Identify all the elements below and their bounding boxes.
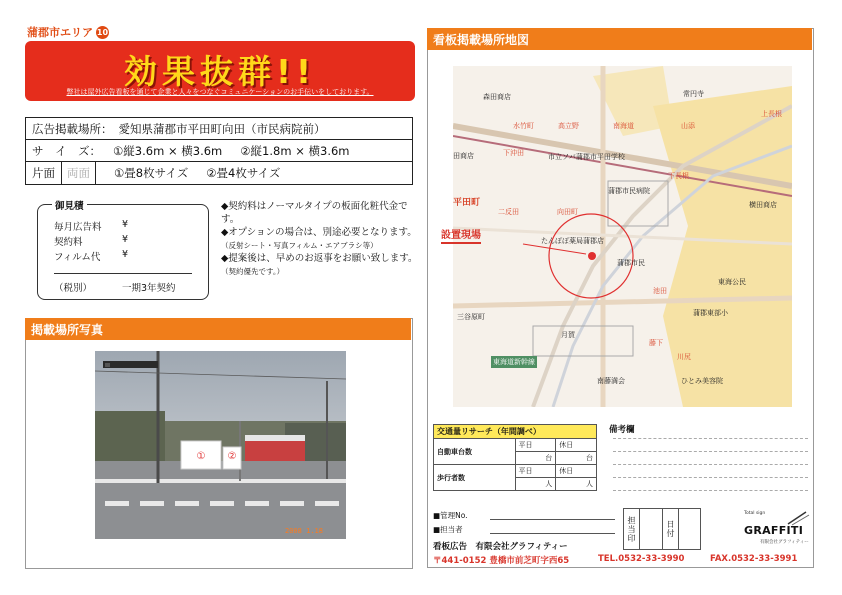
company-fax: FAX.0532-33-3991 bbox=[710, 554, 798, 564]
traffic-cars-holiday: 休日 bbox=[556, 439, 597, 452]
spec-size-row bbox=[26, 140, 412, 162]
remarks-title: 備考欄 bbox=[609, 425, 635, 435]
area-label bbox=[27, 24, 109, 40]
headline-banner bbox=[25, 41, 415, 101]
traffic-walkers-unit-1: 人 bbox=[515, 478, 556, 491]
mgmt-no-label: ■管理No. bbox=[433, 511, 468, 520]
remarks-line-4 bbox=[613, 477, 808, 478]
map-label-20: 蒲郡東部小 bbox=[693, 309, 728, 317]
site-photo bbox=[95, 351, 346, 539]
map-label-12: 蒲郡市民病院 bbox=[608, 187, 650, 195]
size-1: ①縦3.6m × 横3.6m bbox=[113, 143, 223, 158]
estimate-divider bbox=[54, 273, 192, 274]
estimate-yen-film: ¥ bbox=[122, 249, 129, 260]
map-label-4: 南海道 bbox=[613, 122, 634, 130]
area-number-badge: 10 bbox=[96, 27, 109, 37]
tatami-1: ①畳8枚サイズ bbox=[114, 166, 189, 180]
remarks-line-2 bbox=[613, 451, 808, 452]
map-label-11: 下長根 bbox=[668, 172, 689, 180]
estimate-label-contract: 契約料 bbox=[54, 237, 83, 248]
traffic-row-cars bbox=[434, 439, 597, 452]
traffic-title: 交通量リサーチ（年間調べ） bbox=[434, 425, 597, 439]
stamp-space-date bbox=[679, 509, 700, 549]
company-name: 看板広告 有限会社グラフィティー bbox=[433, 542, 568, 552]
map-label-25: 三谷原町 bbox=[457, 313, 485, 321]
spec-location-row bbox=[26, 118, 412, 140]
company-address: 〒441-0152 豊橋市前芝町字西65 bbox=[433, 556, 570, 566]
site-photo-illustration bbox=[95, 351, 346, 539]
photo-section-header bbox=[25, 318, 411, 340]
spec-side-row bbox=[26, 162, 412, 184]
logo-mark-icon bbox=[786, 510, 810, 526]
map-label-21: 池田 bbox=[653, 287, 667, 295]
traffic-label-cars: 自動車台数 bbox=[434, 439, 516, 465]
tagline: 弊社は屋外広告看板を通じて企業と人々をつなぐコミュニケーションのお手伝いをしております。 bbox=[66, 88, 374, 96]
stamp-label-rep: 担当印 bbox=[624, 509, 640, 549]
location-map bbox=[453, 66, 792, 407]
traffic-table bbox=[433, 424, 597, 491]
traffic-walkers-unit-2: 人 bbox=[556, 478, 597, 491]
estimate-term: 一期3年契約 bbox=[122, 283, 176, 294]
map-label-7: 上長根 bbox=[761, 110, 782, 118]
map-label-9: 下沖田 bbox=[503, 149, 524, 157]
map-label-8: 田商店 bbox=[453, 152, 474, 160]
site-label: 設置現場 bbox=[441, 226, 481, 244]
remarks-line-5 bbox=[613, 490, 808, 491]
logo: GRAFFITI bbox=[744, 524, 804, 537]
size-2: ②縦1.8m × 横3.6m bbox=[240, 143, 350, 158]
map-label-5: 山添 bbox=[681, 122, 695, 130]
map-label-6: 常円寺 bbox=[683, 90, 704, 98]
map-label-2: 水竹町 bbox=[513, 122, 534, 130]
map-label-23: ひとみ美容院 bbox=[681, 377, 723, 385]
estimate-label-film: フィルム代 bbox=[54, 252, 101, 263]
photo-marker-2: ② bbox=[227, 451, 237, 462]
traffic-row-walkers bbox=[434, 465, 597, 478]
note-1: ◆契約料はノーマルタイプの板面化粧代金です。 bbox=[221, 201, 408, 225]
map-label-3: 高立野 bbox=[558, 122, 579, 130]
estimate-title: 御見積 bbox=[52, 198, 87, 212]
map-label-27: 藤下 bbox=[649, 339, 663, 347]
logo-sub-text: 有限会社グラフィティー bbox=[760, 540, 809, 545]
estimate-yen-contract: ¥ bbox=[122, 234, 129, 245]
traffic-cars-unit-1: 台 bbox=[515, 452, 556, 465]
map-label-28: 東海道新幹線 bbox=[493, 358, 535, 366]
area-name: 蒲郡市エリア bbox=[27, 26, 93, 39]
estimate-tax: （税別） bbox=[54, 283, 93, 294]
map-label-10: 市立ソバ蒲郡市平田学校 bbox=[548, 153, 625, 161]
map-label-18: 蒲郡市民 bbox=[617, 259, 645, 267]
logo-top-text: Total sign bbox=[744, 511, 766, 516]
map-label-14: 二反田 bbox=[498, 208, 519, 216]
traffic-walkers-weekday: 平日 bbox=[515, 465, 556, 478]
map-label-26: 月賀 bbox=[561, 331, 575, 339]
side-double: 両面 bbox=[61, 162, 96, 184]
traffic-label-walkers: 歩行者数 bbox=[434, 465, 516, 491]
map-label-15: 向田町 bbox=[557, 208, 578, 216]
traffic-walkers-holiday: 休日 bbox=[556, 465, 597, 478]
map-label-16: 横田商店 bbox=[749, 201, 777, 209]
side-single: 片面 bbox=[32, 166, 55, 180]
rep-line bbox=[490, 533, 615, 534]
mgmt-no-line bbox=[490, 519, 615, 520]
map-label-17: たんぽぽ薬局蒲郡店 bbox=[541, 237, 604, 245]
location-value: 愛知県蒲郡市平田町向田（市民病院前） bbox=[118, 121, 326, 136]
estimate-label-monthly: 毎月広告料 bbox=[54, 222, 102, 233]
note-2-sub: （反射シート・写真フィルム・エアブラシ等） bbox=[221, 241, 378, 250]
note-3-sub: （契約優先です。） bbox=[221, 267, 285, 276]
note-2: ◆オプションの場合は、別途必要となります。 bbox=[221, 227, 417, 238]
headline: 効果抜群!! bbox=[123, 52, 317, 91]
remarks-line-1 bbox=[613, 438, 808, 439]
photo-marker-1: ① bbox=[196, 451, 206, 462]
stamp-box bbox=[623, 508, 701, 550]
note-3: ◆提案後は、早めのお返事をお願い致します。 bbox=[221, 253, 418, 264]
map-label-22: 川尻 bbox=[677, 353, 691, 361]
notes bbox=[221, 200, 421, 278]
estimate-yen-monthly: ¥ bbox=[122, 219, 129, 230]
traffic-cars-unit-2: 台 bbox=[556, 452, 597, 465]
map-label-19: 東海公民 bbox=[718, 278, 746, 286]
company-tel: TEL.0532-33-3990 bbox=[598, 554, 685, 564]
photo-section-title: 掲載場所写真 bbox=[31, 322, 104, 337]
traffic-cars-weekday: 平日 bbox=[515, 439, 556, 452]
photo-date: 2008 1.18 bbox=[285, 527, 323, 535]
map-section-header bbox=[427, 28, 812, 50]
map-label-1: 森田商店 bbox=[483, 93, 511, 101]
size-label: サ イ ズ： bbox=[32, 143, 101, 158]
spec-table bbox=[25, 117, 413, 185]
location-label: 広告掲載場所： bbox=[32, 121, 113, 136]
tatami-2: ②畳4枚サイズ bbox=[206, 166, 281, 180]
stamp-space-rep bbox=[640, 509, 663, 549]
remarks-line-3 bbox=[613, 464, 808, 465]
map-label-13: 平田町 bbox=[453, 198, 481, 208]
estimate-box bbox=[37, 201, 209, 300]
map-label-24: 南藤満会 bbox=[597, 377, 625, 385]
stamp-label-date: 日付 bbox=[663, 509, 679, 549]
map-section-title: 看板掲載場所地図 bbox=[433, 32, 530, 47]
rep-label: ■担当者 bbox=[433, 525, 463, 534]
